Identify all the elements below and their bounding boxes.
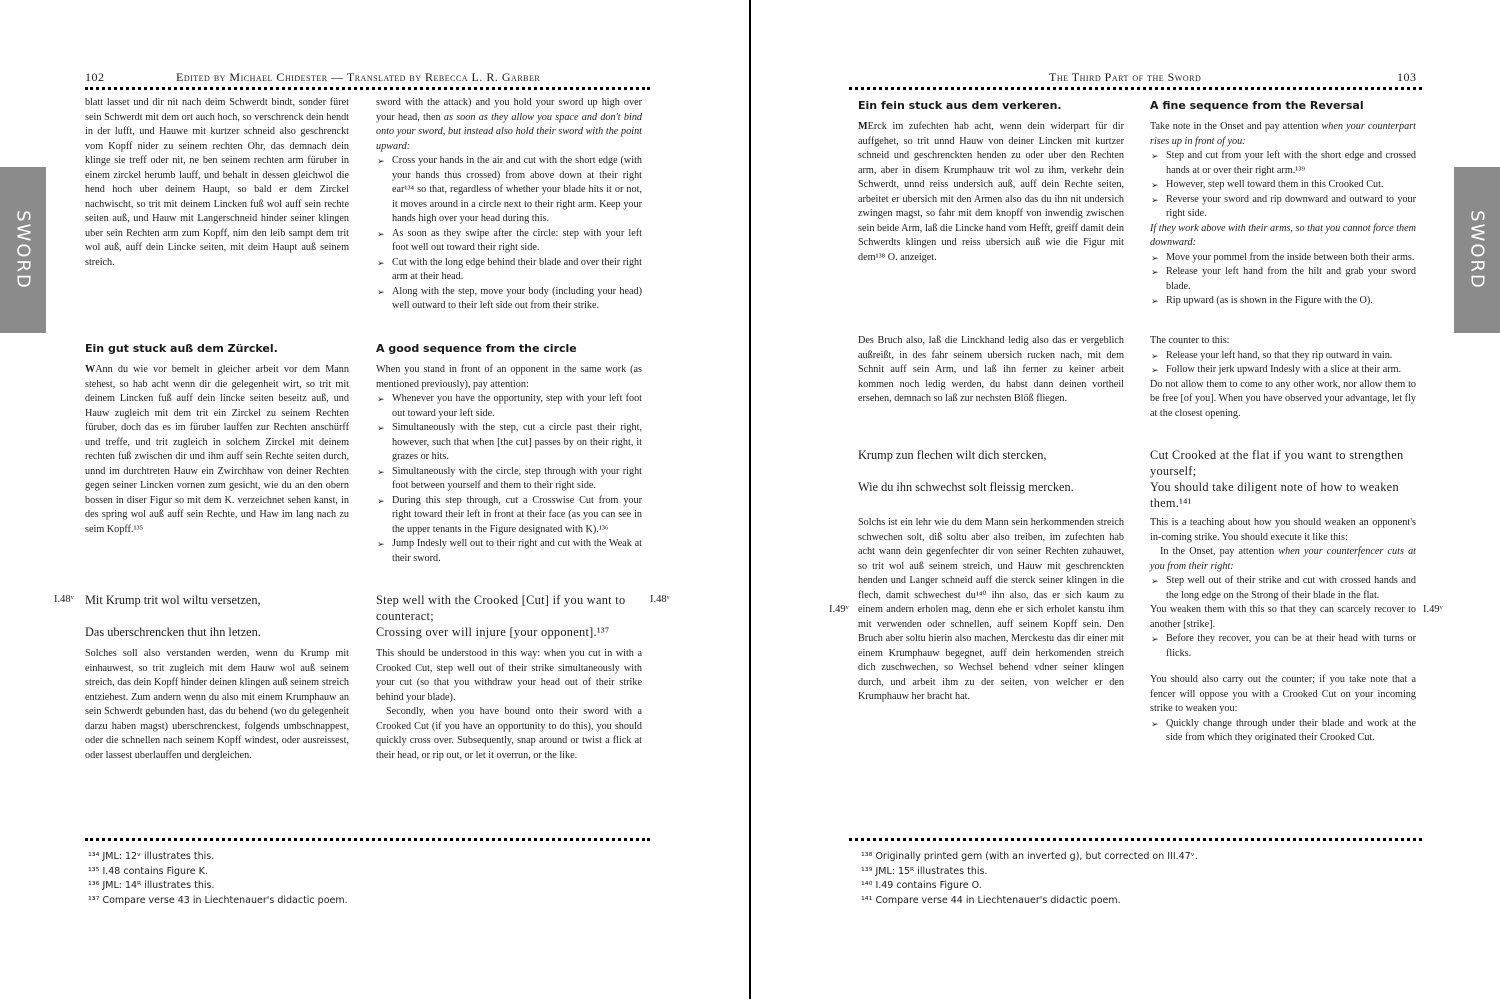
paragraph: You should also carry out the counter; if you take note that a fencer will oppose you with a Crooked Cut on your incoming strike to weaken you: — [1150, 674, 1416, 714]
english-text-block — [376, 363, 642, 566]
list-item: ➢ Quickly change through under their blade and work at the side from which they originated their Crooked Cut. — [1150, 717, 1416, 746]
margin-reference: I.48ᵛ — [54, 594, 74, 605]
german-text-block — [858, 334, 1124, 407]
left-page — [0, 0, 749, 999]
footnotes — [88, 850, 628, 908]
section-heading-english: A good sequence from the circle — [376, 342, 577, 355]
verse-line: Das uberschrencken thut ihn letzen. — [85, 625, 261, 639]
paragraph — [1150, 545, 1416, 574]
side-tab-label: SWORD — [1466, 210, 1488, 290]
page-number: 102 — [85, 70, 105, 84]
paragraph: This should be understood in this way: when you cut in with a Crooked Cut, step well out of their strike simultaneously with your cut (so that you withdraw your head out of their strike behind your blade). — [376, 648, 642, 703]
list-item: ➢ Reverse your sword and rip downward and outward to your right side. — [1150, 193, 1416, 222]
list-item: ➢ However, step well toward them in this Crooked Cut. — [1150, 178, 1416, 193]
footnote: ¹³⁷ Compare verse 43 in Liechtenauer's didactic poem. — [88, 894, 348, 906]
text-italic: when your counterfencer cuts at you from their right: — [1150, 546, 1417, 572]
text: In the Onset, pay attention — [1160, 546, 1275, 557]
list-item: ➢ As soon as they swipe after the circle: step with your left foot well out toward their right side. — [376, 227, 642, 256]
paragraph: You weaken them with this so that they can scarcely recover to another [strike]. — [1150, 604, 1416, 630]
footnote: ¹³⁵ I.48 contains Figure K. — [88, 865, 208, 877]
margin-reference: I.48ᵛ — [650, 594, 670, 605]
bullet-list — [1150, 574, 1416, 603]
paragraph: This is a teaching about how you should weaken an opponent's in-coming strike. You should execute it like this: — [1150, 517, 1416, 543]
list-item: ➢ Cut with the long edge behind their blade and over their right arm at their head. — [376, 256, 642, 285]
paragraph — [376, 96, 642, 154]
list-item: ➢ Simultaneously with the step, cut a circle past their right, however, such that when [the cut] passes by on their right, it grazes or hits. — [376, 421, 642, 465]
list-item: ➢ Release your left hand from the hilt and grab your sword blade. — [1150, 265, 1416, 294]
page-number: 103 — [1397, 70, 1417, 84]
text: sword with the attack) and you hold your sword up high over your head, then — [376, 97, 642, 123]
list-item: ➢ Jump Indesly well out to their right and cut with the Weak at their sword. — [376, 537, 642, 566]
paragraph — [1150, 120, 1416, 149]
list-item: ➢ Rip upward (as is shown in the Figure with the O). — [1150, 294, 1416, 309]
text: Take note in the Onset and pay attention — [1150, 121, 1319, 132]
verse-line: Krump zun flechen wilt dich stercken, — [858, 448, 1047, 462]
list-item: ➢ Along with the step, move your body (including your head) well outward to their left side out from their strike. — [376, 285, 642, 314]
footnote: ¹³⁴ JML: 12ᵛ illustrates this. — [88, 851, 215, 862]
drop-cap: M — [858, 121, 868, 132]
english-text-block — [1150, 334, 1416, 421]
list-item: ➢ Whenever you have the opportunity, step with your left foot out toward your left side. — [376, 392, 642, 421]
side-tab — [1454, 167, 1500, 333]
bullet-list — [1150, 717, 1416, 746]
list-item: ➢ During this step through, cut a Crosswise Cut from your right toward their left in front at their face (as you can see in the upper tenants in the Figure designated with K).¹³⁶ — [376, 494, 642, 538]
list-item: ➢ Simultaneously with the circle, step through with your right foot between yourself and them to their right side. — [376, 465, 642, 494]
text: Ann du wie vor bemelt in gleicher arbeit vor dem Mann stehest, so hab acht wenn dir die gelegenheit wirt, so trit mit deinem Lincken fuß auff dein lincke seiten beseitz auß, und Hauw zugleich mit dem trit ein Zirckel zu seinem Rechten füruber, doch das es im füruber lauffen zur Rechten anschürff und treffe, und trit zugleich in solchem Zirckel mit deinem rechten fuß zwischen dir und ihm auff sein Rechte seiten durch, unnd im durchtreten Hauw ein Zwirchhaw von deiner Rechten gegen seiner Lincken vornen zum gesicht, wie du an den obern bossen in diser Figur so mit dem K. verzeichnet sehen kanst, in des spring wol auß auff sein Rechte, und Haw im lang nach zu seim Kopff.¹³⁵ — [85, 364, 349, 535]
list-item: ➢ Follow their jerk upward Indesly with a slice at their arm. — [1150, 363, 1416, 378]
english-text-block — [376, 647, 642, 763]
bullet-list — [376, 392, 642, 566]
text-italic: when your counterpart rises up in front of you: — [1150, 121, 1417, 147]
footnote: ¹³⁶ JML: 14ᴿ illustrates this. — [88, 880, 215, 891]
section-heading-german: Ein gut stuck auß dem Zürckel. — [85, 342, 278, 355]
bullet-list — [1150, 149, 1416, 222]
german-text-block — [85, 647, 349, 763]
side-tab — [0, 167, 46, 333]
text: Erck im zufechten hab acht, wenn dein widerpart für dir auffgehet, so trit unnd Hauw von deiner Lincken mit kurtzer schneid und geschrenckten henden zu oder uber den Rechten arm, aber in disem Krumphauw trit wol zu ihm, verkehr dein Schwerdt, unnd reiss undersich auß, auff dein Rechte seiten, arbeitet er ubersich mit den Armen also das du ihn nit undersich zwingen magst, so fahr mit dem knopff von inwendig zwischen sein beide Arm, laß die Lincke hand vom Hefft, greiff damit dein Schwerdts klingen und reiss ubersich auß wie die Figur mit dem¹³⁸ O. anzeiget. — [858, 121, 1124, 263]
header-rule — [85, 87, 650, 90]
list-item: ➢ Before they recover, you can be at their head with turns or flicks. — [1150, 632, 1416, 661]
verse-line: Wie du ihn schwechst solt fleissig mercken. — [858, 480, 1074, 494]
verse-line: You should take diligent note of how to weaken them.¹⁴¹ — [1150, 480, 1399, 510]
margin-reference: I.49ᵛ — [829, 604, 849, 615]
footnotes — [861, 850, 1401, 908]
drop-cap: W — [85, 364, 96, 375]
verse-line: Step well with the Crooked [Cut] if you want to counteract; — [376, 593, 626, 623]
paragraph: Do not allow them to come to any other work, nor allow them to be free [of you]. When you have observed your advantage, let fly at the closest opening. — [1150, 378, 1416, 419]
verse-line: Cut Crooked at the flat if you want to strengthen yourself; — [1150, 448, 1404, 478]
german-text-block — [858, 516, 1124, 705]
german-text-block — [85, 363, 349, 537]
german-text-block — [85, 96, 349, 270]
paragraph — [858, 120, 1124, 265]
section-heading-german: Ein fein stuck aus dem verkeren. — [858, 99, 1062, 112]
paragraph: Solches soll also verstanden werden, wenn du Krump mit einhauwest, so trit zugleich mit dem Hauw wol auß seinem streich, das dein Kopff hinder deinen klingen auß seinem streich entziehest. Zum andern wenn du also mit einem Krumphauw an sein Schwerdt gebunden hast, das du behend (wo du gelegenheit darzu haben magst) uberschrenckest, folgends umbschnappest, oder die schnellen nach seinem Kopff windest, oder ausreissest, oder lassest uberlauffen und dergleichen. — [85, 648, 349, 761]
list-item: ➢ Release your left hand, so that they rip outward in vain. — [1150, 349, 1416, 364]
paragraph: blatt lasset und dir nit nach deim Schwerdt bindt, sonder füret sein Schwerdt mit dem ort auch hoch, so verschrenck dein hendt in der lufft, und Hauwe mit kurtzer schneid also geschrenckt vom Kopff nider zu seinem rechten Ohr, das demnach dein klinge sie treff oder nit, ne ben seinem rechten arm füruber in einem zirckel herumb lauff, und behalt in dessen gleichwol die hend hoch uber deinem Haupt, so bald er dem Zirckel nachwischt, so trit mit deinem Lincken fuß wol auff sein rechte seiten auß, und Hauw mit Langerschneid hinder seiner klingen uber sein Rechten arm zum Kopff, nim den leib sampt dem trit wol auß, auff dein Lincke seiten, mit deim Haupt auß seinem streich. — [85, 97, 349, 268]
margin-reference: I.49ᵛ — [1423, 604, 1443, 615]
paragraph: Secondly, when you have bound onto their sword with a Crooked Cut (if you have an opportunity to do this), you should quickly cross over. Subsequently, snap around or twist a flick at their head, or rip out, or let it overrun, or the like. — [376, 706, 642, 761]
list-item: ➢ Step and cut from your left with the short edge and crossed hands at or over their right arm.¹³⁹ — [1150, 149, 1416, 178]
list-item: ➢ Move your pommel from the inside between both their arms. — [1150, 251, 1416, 266]
running-header: The Third Part of the Sword — [1049, 70, 1202, 84]
running-header: Edited by Michael Chidester — Translated by Rebecca L. R. Garber — [176, 70, 541, 84]
footnote-rule — [85, 838, 650, 841]
footnote: ¹³⁸ Originally printed gem (with an inverted g), but corrected on III.47ᵛ. — [861, 851, 1198, 862]
paragraph: Des Bruch also, laß die Linckhand ledig also das er vergeblich außreißt, in des fahr seinem ubersich rucken nach, mit dem Schnit auff sein Arm, und laß ihn ferner zu keiner arbeit kommen noch ledig werden, du habst dann deinen vortheil ersehen, demnach so laß zur nechsten Blöß fliegen. — [858, 335, 1124, 404]
bullet-list — [1150, 251, 1416, 309]
footnote: ¹³⁹ JML: 15ᴿ illustrates this. — [861, 865, 988, 877]
german-text-block — [858, 120, 1124, 265]
list-item: ➢ Cross your hands in the air and cut with the short edge (with your hands thus crossed) from above down at their right ear¹³⁴ so that, regardless of whether your blade hits it or not, it moves around in a circle next to their right arm. Keep your hands high over your head during this. — [376, 154, 642, 227]
paragraph — [85, 363, 349, 537]
side-tab-label: SWORD — [12, 210, 34, 290]
paragraph: If they work above with their arms, so that you cannot force them downward: — [1150, 222, 1416, 248]
paragraph: The counter to this: — [1150, 335, 1230, 346]
header-rule — [849, 87, 1422, 90]
paragraph: When you stand in front of an opponent in the same work (as mentioned previously), pay attention: — [376, 364, 642, 390]
footnote-rule — [849, 838, 1422, 841]
paragraph: Solchs ist ein lehr wie du dem Mann sein herkommenden streich schwechen solt, diß soltu aber also treiben, im zufechten hab acht wann dein gegenfechter dir von seiner Rechten zuhauwet, so trit wol auß seinem streich, und Hauw mit geschrenckten henden und Langer schneid auff die sterck seiner klingen in die flech, damit schwechest du¹⁴⁰ ihn also, das er sich kaum zu einem andern erholen mag, denn ehe er sich erholet kanstu ihm mit verwenden oder schnellen, auff seinem Kopff sein. Den Bruch aber soltu hierin also machen, Merckestu das dir einer mit einem Krumphauw begegnet, auff dein herkomenden streich dich zuschwechen, so Wechsel behend vdner seiner klingen durch, und arbeit ihm zu der seiten, von welcher er den Krumphauw her bracht hat. — [858, 517, 1124, 702]
list-item: ➢ Step well out of their strike and cut with crossed hands and the long edge on the Strong of their blade in the flat. — [1150, 574, 1416, 603]
english-text-block — [1150, 516, 1416, 746]
text-italic: as soon as they allow you space and don't bind onto your sword, but instead also hold their sword with the point upward: — [376, 111, 643, 152]
right-page — [751, 0, 1500, 999]
verse-line: Crossing over will injure [your opponent].¹³⁷ — [376, 625, 610, 639]
section-heading-english: A fine sequence from the Reversal — [1150, 99, 1364, 112]
english-text-block — [1150, 120, 1416, 309]
bullet-list — [1150, 349, 1416, 378]
bullet-list — [1150, 632, 1416, 661]
english-text-block — [376, 96, 642, 314]
bullet-list — [376, 154, 642, 314]
verse-line: Mit Krump trit wol wiltu versetzen, — [85, 593, 261, 607]
footnote: ¹⁴¹ Compare verse 44 in Liechtenauer's didactic poem. — [861, 894, 1121, 906]
footnote: ¹⁴⁰ I.49 contains Figure O. — [861, 880, 982, 891]
